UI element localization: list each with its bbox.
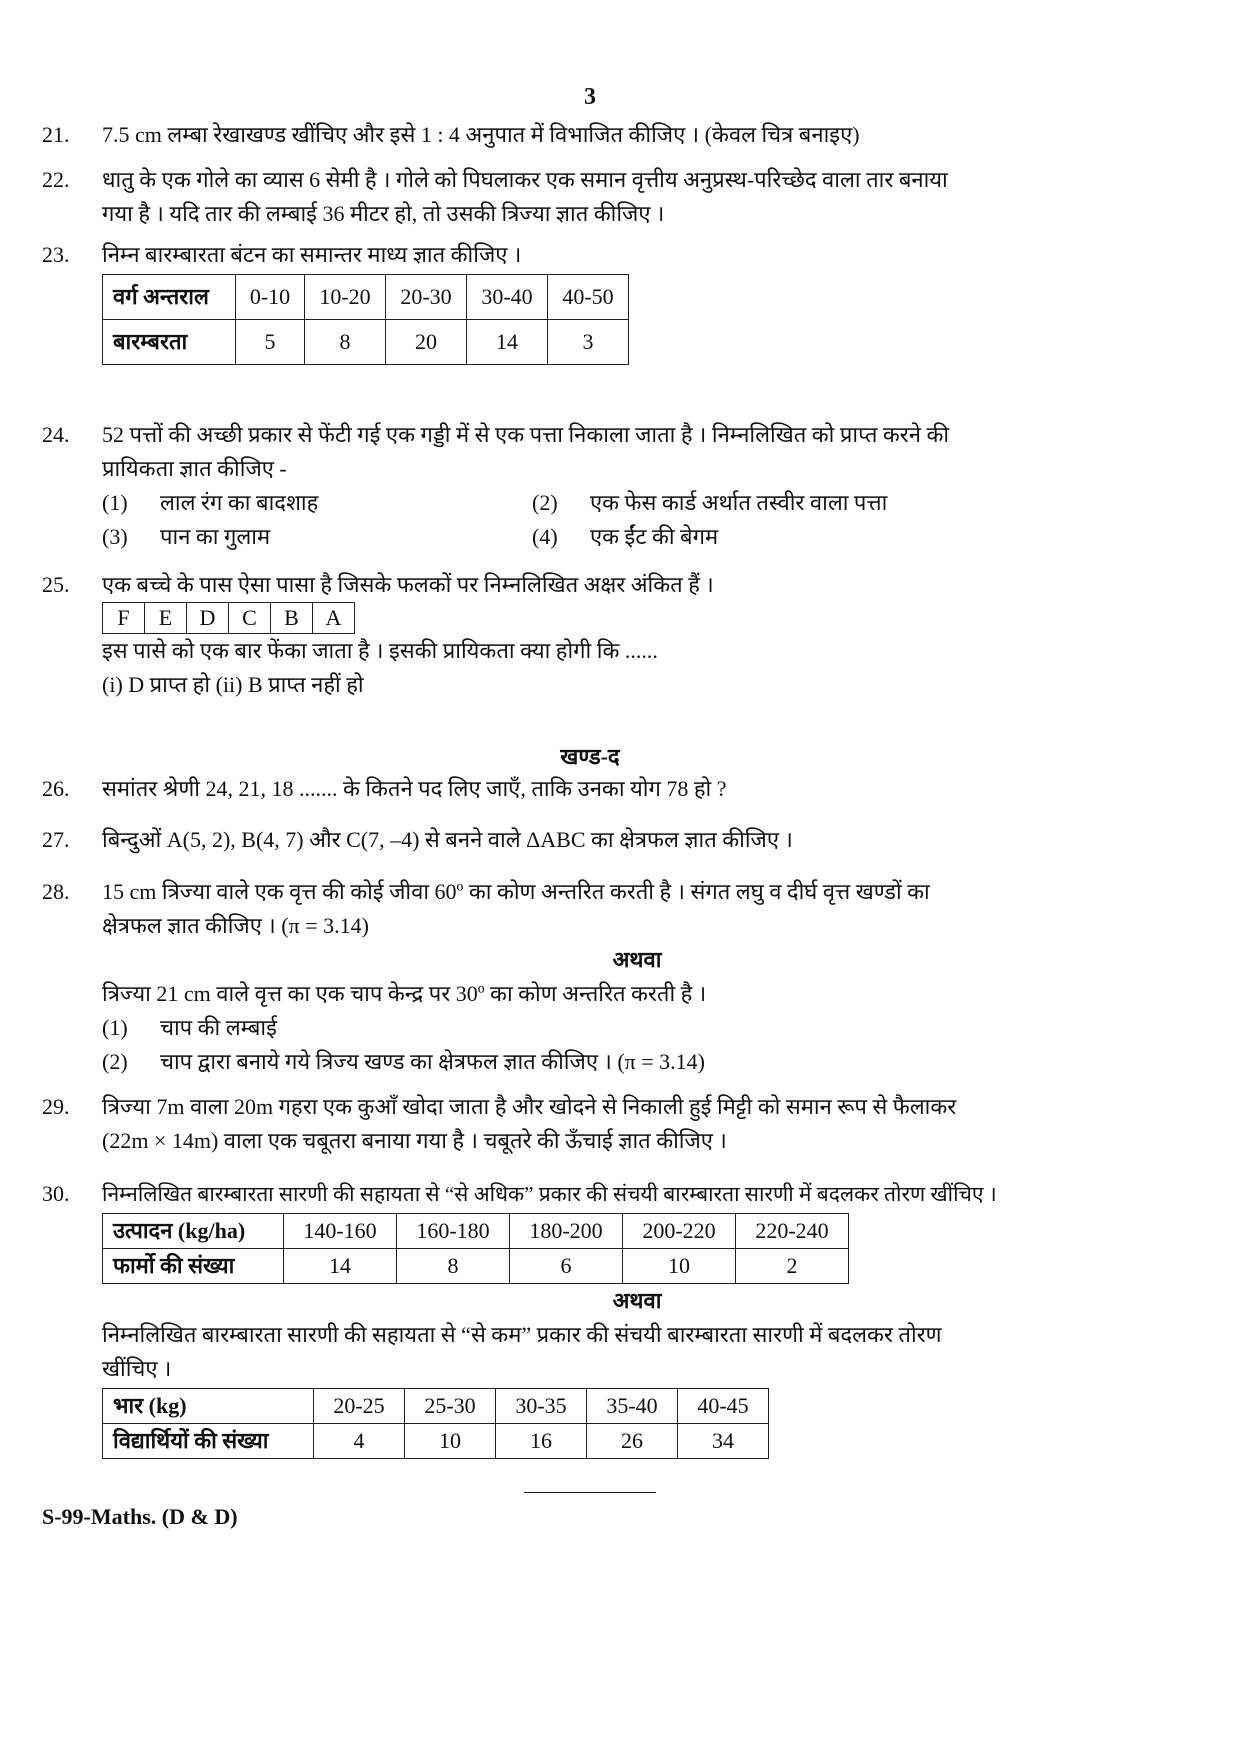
section-heading: खण्ड-द — [560, 744, 620, 769]
question-29 — [42, 1090, 1172, 1158]
dice-letter: D — [187, 603, 229, 634]
table-cell: 30-35 — [496, 1389, 587, 1424]
question-number: 30. — [42, 1181, 70, 1206]
question-22 — [42, 163, 1172, 231]
table-cell: 8 — [305, 320, 386, 365]
question-text: बिन्दुओं A(5, 2), B(4, 7) और C(7, –4) से बनने वाले ΔABC का क्षेत्रफल ज्ञात कीजिए । — [102, 827, 793, 852]
question-30 — [42, 1177, 1172, 1459]
table-cell: 0-10 — [236, 275, 305, 320]
question-text-line: धातु के एक गोले का व्यास 6 सेमी है । गोले को पिघलाकर एक समान वृत्तीय अनुप्रस्थ-परिच्छेद वाला तार बनाया — [102, 167, 948, 192]
dice-letter: E — [145, 603, 187, 634]
question-text-line: 52 पत्तों की अच्छी प्रकार से फेंटी गई एक गड्डी में से एक पत्ता निकाला जाता है । निम्नलिखित को प्राप्त करने की — [102, 422, 950, 447]
option: (3) पान का गुलाम — [102, 524, 271, 549]
table-cell: 35-40 — [587, 1389, 678, 1424]
table-cell: 26 — [587, 1424, 678, 1459]
dice-letters-table — [102, 602, 355, 634]
question-number: 21. — [42, 122, 70, 147]
question-text-line: इस पासे को एक बार फेंका जाता है । इसकी प्रायिकता क्या होगी कि ...... — [102, 638, 658, 663]
table-cell: 25-30 — [405, 1389, 496, 1424]
table-cell: 2 — [736, 1249, 849, 1284]
or-label: अथवा — [612, 1288, 662, 1313]
table-cell: 220-240 — [736, 1214, 849, 1249]
question-24 — [42, 418, 1172, 554]
question-text: निम्न बारम्बारता बंटन का समान्तर माध्य ज्ञात कीजिए । — [102, 242, 522, 267]
table-cell: 10 — [623, 1249, 736, 1284]
question-number: 25. — [42, 572, 70, 597]
dice-letter: C — [229, 603, 271, 634]
table-cell: 180-200 — [510, 1214, 623, 1249]
dice-letter: A — [313, 603, 355, 634]
frequency-table — [102, 274, 629, 365]
question-text-line: निम्नलिखित बारम्बारता सारणी की सहायता से “से अधिक” प्रकार की संचयी बारम्बारता सारणी में बदलकर तोरण खींचिए । — [102, 1182, 997, 1206]
table-cell: 16 — [496, 1424, 587, 1459]
option: (2) चाप द्वारा बनाये गये त्रिज्य खण्ड का क्षेत्रफल ज्ञात कीजिए । (π = 3.14) — [102, 1049, 706, 1074]
table-cell: 10-20 — [305, 275, 386, 320]
option: (2) एक फेस कार्ड अर्थात तस्वीर वाला पत्ता — [532, 490, 888, 515]
weight-table — [102, 1388, 769, 1459]
table-cell: 20-30 — [386, 275, 467, 320]
question-number: 28. — [42, 879, 70, 904]
table-header-cell: भार (kg) — [103, 1389, 314, 1424]
dice-letter: B — [271, 603, 313, 634]
question-text-line: निम्नलिखित बारम्बारता सारणी की सहायता से “से कम” प्रकार की संचयी बारम्बारता सारणी में बदलकर तोरण — [102, 1322, 942, 1347]
table-cell: 3 — [548, 320, 629, 365]
question-26 — [42, 772, 1172, 806]
table-cell: 14 — [284, 1249, 397, 1284]
option: (1) लाल रंग का बादशाह — [102, 490, 319, 515]
question-text-line: (22m × 14m) वाला एक चबूतरा बनाया गया है । चबूतरे की ऊँचाई ज्ञात कीजिए । — [102, 1128, 727, 1153]
question-text-line: त्रिज्या 21 cm वाले वृत्त का एक चाप केन्द्र पर 30º का कोण अन्तरित करती है । — [102, 981, 707, 1006]
question-text: 7.5 cm लम्बा रेखाखण्ड खींचिए और इसे 1 : 4 अनुपात में विभाजित कीजिए । (केवल चित्र बनाइए) — [102, 122, 860, 147]
table-cell: 20 — [386, 320, 467, 365]
end-rule — [524, 1492, 656, 1493]
table-cell: 14 — [467, 320, 548, 365]
question-number: 24. — [42, 422, 70, 447]
paper-code-footer: S-99-Maths. (D & D) — [42, 1504, 238, 1529]
question-text-line: (i) D प्राप्त हो (ii) B प्राप्त नहीं हो — [102, 672, 364, 697]
table-cell: 20-25 — [314, 1389, 405, 1424]
table-cell: 40-45 — [678, 1389, 769, 1424]
question-text-line: एक बच्चे के पास ऐसा पासा है जिसके फलकों पर निम्नलिखित अक्षर अंकित हैं । — [102, 572, 714, 597]
question-text: समांतर श्रेणी 24, 21, 18 ....... के कितने पद लिए जाएँ, ताकि उनका योग 78 हो ? — [102, 776, 727, 801]
dice-letter: F — [103, 603, 145, 634]
question-23 — [42, 238, 1172, 365]
question-text-line: खींचिए । — [102, 1356, 172, 1381]
page-number: 3 — [584, 84, 596, 110]
question-number: 22. — [42, 167, 70, 192]
table-cell: 5 — [236, 320, 305, 365]
option: (4) एक ईंट की बेगम — [532, 524, 719, 549]
table-cell: 140-160 — [284, 1214, 397, 1249]
table-header-cell: वर्ग अन्तराल — [103, 275, 236, 320]
table-cell: 30-40 — [467, 275, 548, 320]
question-text-line: गया है । यदि तार की लम्बाई 36 मीटर हो, तो उसकी त्रिज्या ज्ञात कीजिए । — [102, 201, 665, 226]
question-27 — [42, 823, 1172, 857]
question-number: 26. — [42, 776, 70, 801]
table-cell: 4 — [314, 1424, 405, 1459]
question-21 — [42, 118, 1172, 152]
table-cell: 40-50 — [548, 275, 629, 320]
table-cell: 160-180 — [397, 1214, 510, 1249]
question-text-line: 15 cm त्रिज्या वाले एक वृत्त की कोई जीवा 60º का कोण अन्तरित करती है । संगत लघु व दीर्घ वृत्त खण्डों का — [102, 879, 930, 904]
table-header-cell: उत्पादन (kg/ha) — [103, 1214, 284, 1249]
table-cell: 8 — [397, 1249, 510, 1284]
question-number: 27. — [42, 827, 70, 852]
table-header-cell: फार्मो की संख्या — [103, 1249, 284, 1284]
question-number: 23. — [42, 242, 70, 267]
table-cell: 200-220 — [623, 1214, 736, 1249]
question-28 — [42, 875, 1172, 1079]
question-25 — [42, 568, 1172, 702]
question-text-line: क्षेत्रफल ज्ञात कीजिए । (π = 3.14) — [102, 913, 369, 938]
table-cell: 6 — [510, 1249, 623, 1284]
question-text-line: त्रिज्या 7m वाला 20m गहरा एक कुआँ खोदा जाता है और खोदने से निकाली हुई मिट्टी को समान रूप से फैलाकर — [102, 1094, 957, 1119]
table-cell: 10 — [405, 1424, 496, 1459]
table-cell: 34 — [678, 1424, 769, 1459]
option: (1) चाप की लम्बाई — [102, 1015, 277, 1040]
production-table — [102, 1213, 849, 1284]
table-header-cell: विद्यार्थियों की संख्या — [103, 1424, 314, 1459]
or-label: अथवा — [612, 947, 662, 972]
table-header-cell: बारम्बरता — [103, 320, 236, 365]
question-text-line: प्रायिकता ज्ञात कीजिए - — [102, 456, 287, 481]
question-number: 29. — [42, 1094, 70, 1119]
